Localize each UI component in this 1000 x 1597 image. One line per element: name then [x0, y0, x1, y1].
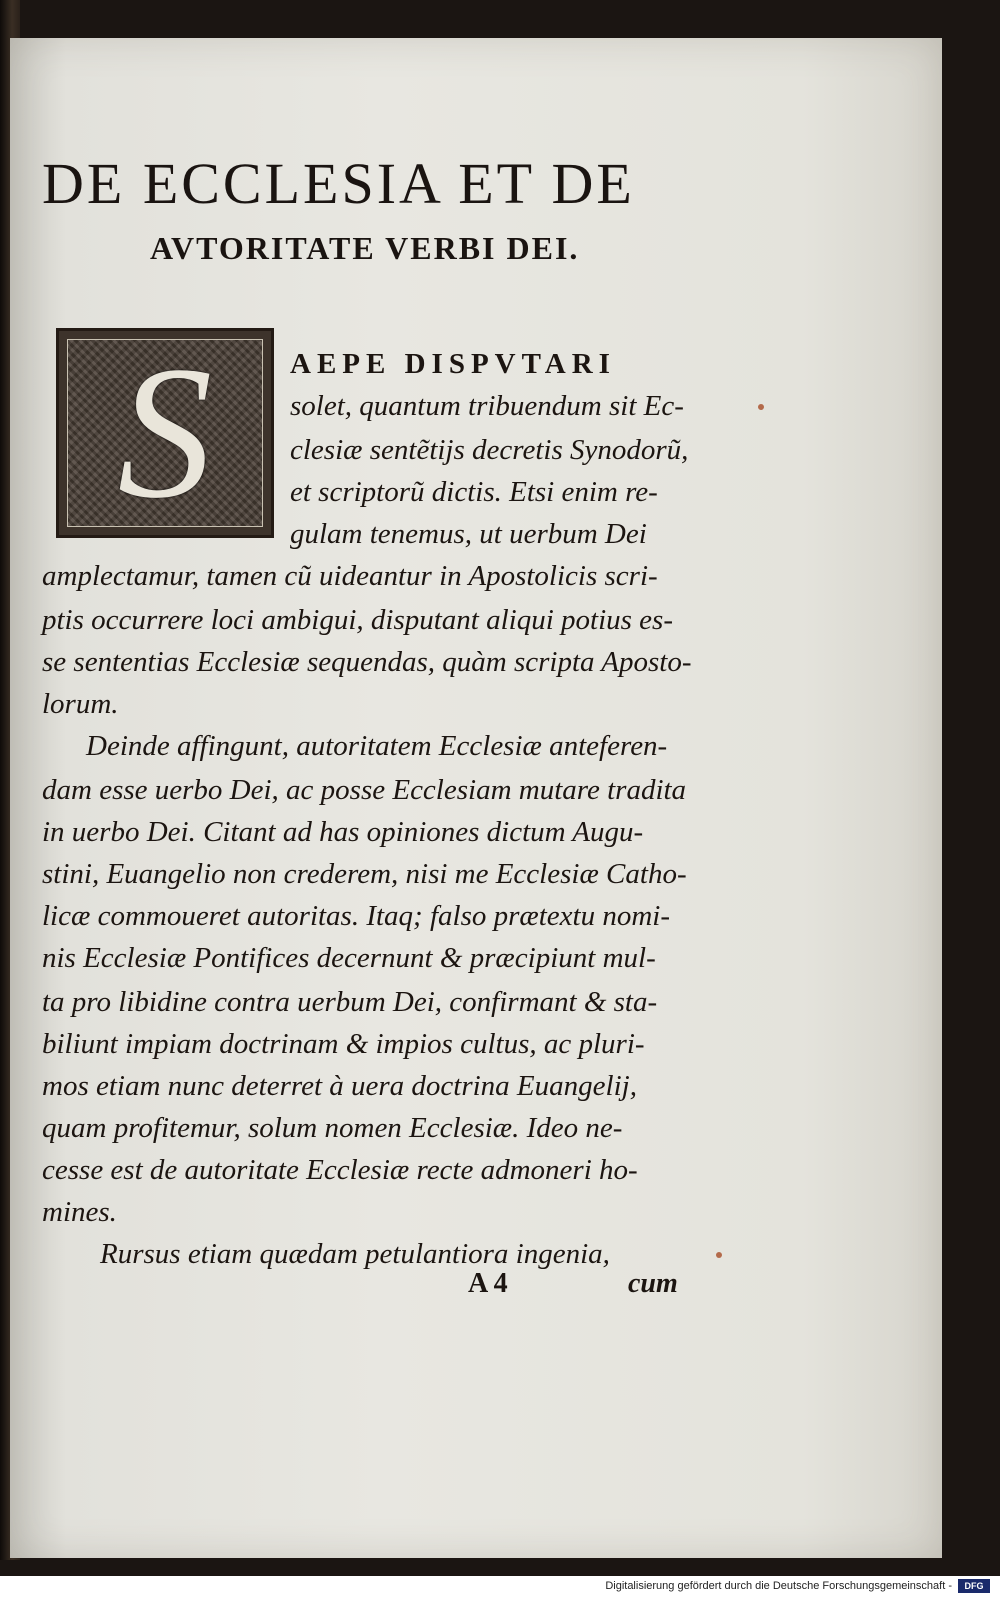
text-line: solet, quantum tribuendum sit Ec- — [290, 390, 684, 422]
text-line: stini, Euangelio non crederem, nisi me Ecclesiæ Catho- — [42, 858, 687, 890]
text-line: cesse est de autoritate Ecclesiæ recte admoneri ho- — [42, 1154, 638, 1186]
text-line: et scriptorũ dictis. Etsi enim re- — [290, 476, 658, 508]
text-line: AEPE DISPVTARI — [290, 348, 616, 380]
text-line: gulam tenemus, ut uerbum Dei — [290, 518, 647, 550]
text-line: biliunt impiam doctrinam & impios cultus, ac pluri- — [42, 1028, 645, 1060]
text-line: Deinde affingunt, autoritatem Ecclesiæ anteferen- — [86, 730, 668, 762]
text-line: Rursus etiam quædam petulantiora ingenia, — [100, 1238, 610, 1270]
text-line: lorum. — [42, 688, 119, 720]
text-line: amplectamur, tamen cũ uideantur in Apostolicis scri- — [42, 560, 658, 592]
paper-spot — [758, 404, 764, 410]
text-line: licæ commoueret autoritas. Itaq; falso prætextu nomi- — [42, 900, 671, 932]
text-line: in uerbo Dei. Citant ad has opiniones dictum Augu- — [42, 816, 644, 848]
text-line: se sententias Ecclesiæ sequendas, quàm scripta Aposto- — [42, 646, 692, 678]
initial-ornament — [67, 328, 263, 538]
paper-spot — [716, 1252, 722, 1258]
title-line-2: AVTORITATE VERBI DEI. — [150, 230, 580, 266]
text-line: nis Ecclesiæ Pontifices decernunt & præcipiunt mul- — [42, 942, 656, 974]
dfg-logo: DFG — [958, 1579, 990, 1593]
title-line-1: DE ECCLESIA ET DE — [42, 151, 635, 216]
text-line: ta pro libidine contra uerbum Dei, confirmant & sta- — [42, 986, 658, 1018]
initial-letter: S — [117, 328, 213, 538]
catchword: cum — [628, 1268, 678, 1299]
text-line: clesiæ sentẽtijs decretis Synodorũ, — [290, 434, 689, 466]
text-line: ptis occurrere loci ambigui, disputant aliqui potius es- — [42, 604, 673, 636]
footer-credit: Digitalisierung gefördert durch die Deutsche Forschungsgemeinschaft - — [605, 1580, 952, 1592]
text-line: dam esse uerbo Dei, ac posse Ecclesiam mutare tradita — [42, 774, 687, 806]
text-line: quam profitemur, solum nomen Ecclesiæ. Ideo ne- — [42, 1112, 623, 1144]
text-line: mines. — [42, 1196, 117, 1228]
signature-mark: A 4 — [468, 1268, 508, 1299]
text-line: mos etiam nunc deterret à uera doctrina Euangelij, — [42, 1070, 637, 1102]
decorated-initial — [56, 328, 274, 538]
